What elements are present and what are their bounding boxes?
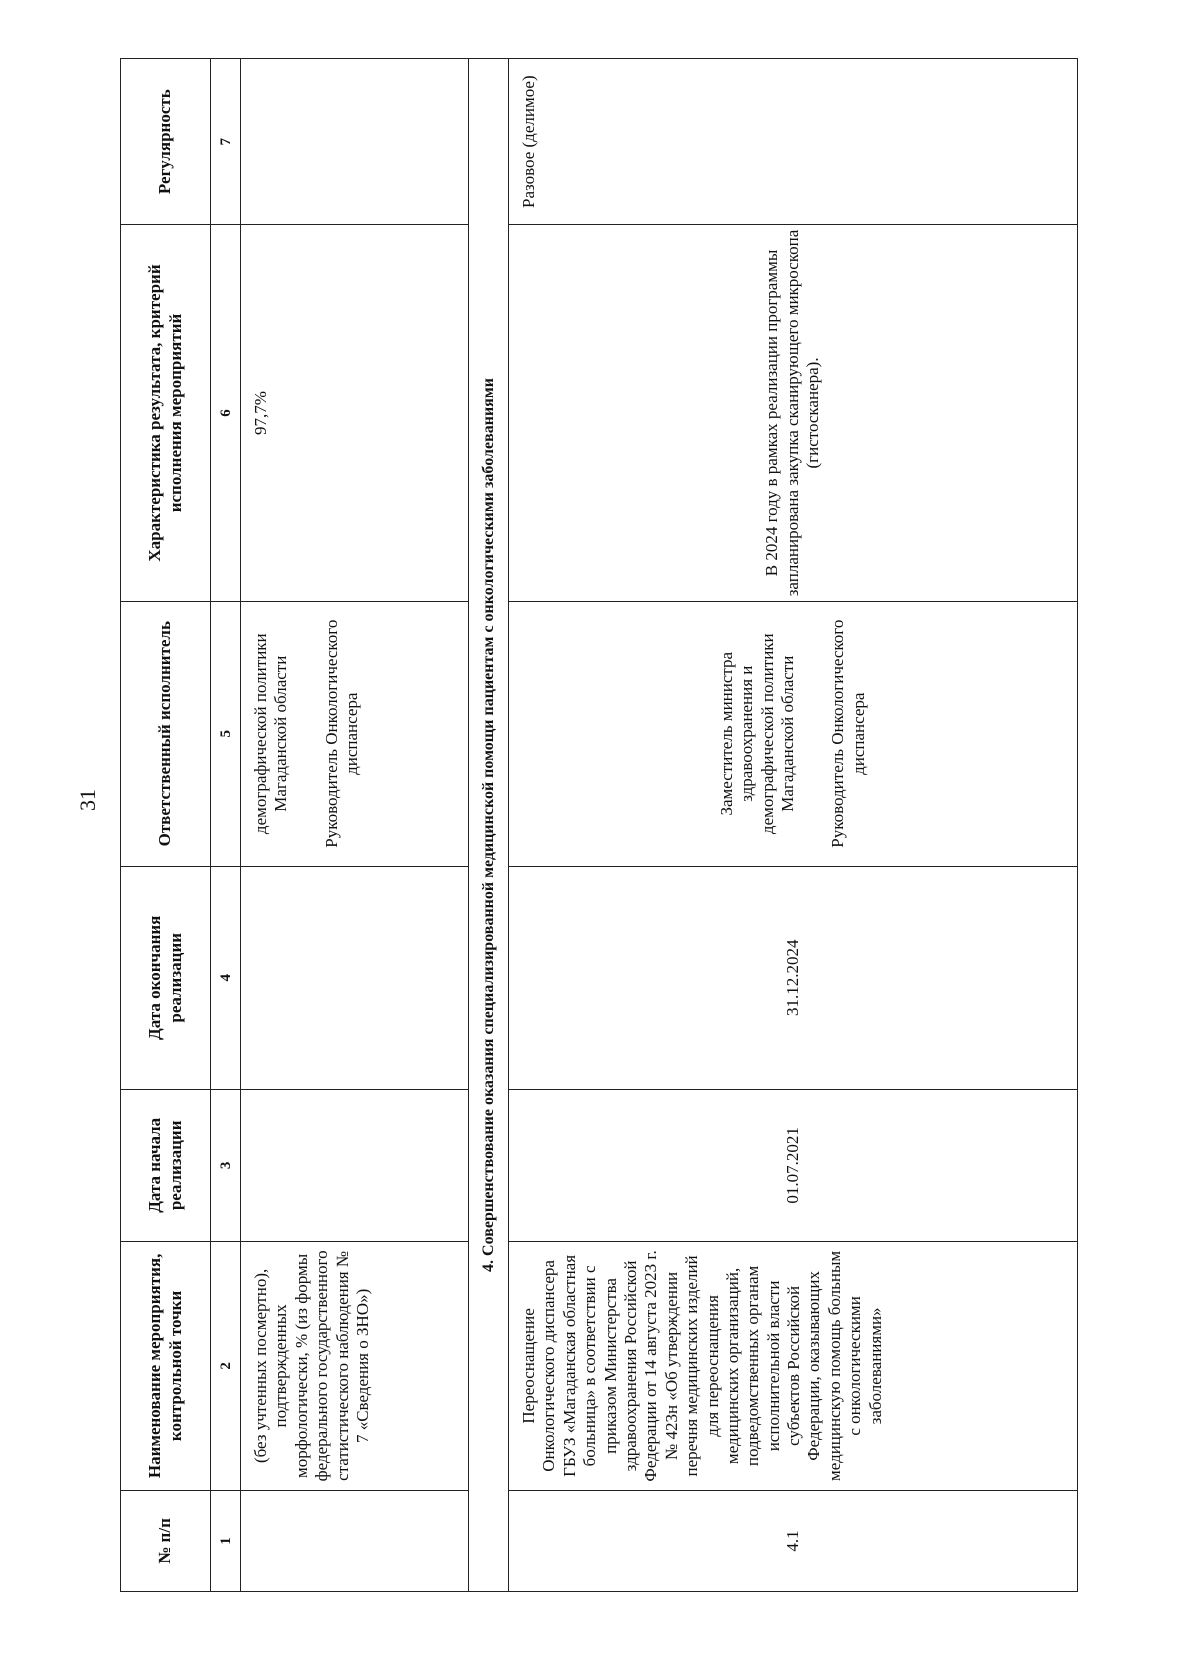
column-number: 2 (211, 1241, 241, 1490)
cell-regularity: Разовое (делимое) (509, 59, 1078, 225)
column-number: 4 (211, 866, 241, 1089)
cell-end (241, 866, 469, 1089)
section-title: 4. Совершенствование оказания специализированной медицинской помощи пациентам с онкологическими заболеваниями (469, 59, 509, 1592)
header-name: Наименование мероприятия, контрольной точки (121, 1241, 211, 1490)
cell-end: 31.12.2024 (509, 866, 1078, 1089)
header-regularity: Регулярность (121, 59, 211, 225)
cell-result: В 2024 году в рамках реализации программы запланирована закупка сканирующего микроскопа (гистосканера). (509, 225, 1078, 601)
page-number: 31 (75, 789, 100, 811)
cell-responsible (241, 601, 469, 866)
column-number: 5 (211, 601, 241, 866)
responsible-text: демографической политики Магаданской области (251, 633, 291, 835)
responsible-text: Заместитель министра здравоохранения и демографической политики Магаданской области (716, 633, 797, 835)
table-row (241, 59, 469, 1592)
cell-start (241, 1089, 469, 1241)
cell-num (241, 1490, 469, 1591)
cell-name: (без учтенных посмертно), подтвержденных морфологически, % (из формы федерального государственного статистического наблюдения № 7 «Сведения о ЗНО») (241, 1241, 469, 1490)
header-responsible: Ответственный исполнитель (121, 601, 211, 866)
cell-name: Переоснащение Онкологического диспансера ГБУЗ «Магаданская областная больница» в соответствии с приказом Министерства здравоохранения Российской Федерации от 14 августа 2023 г. № 423н «Об утверждении перечня медицинских изделий для переоснащения медицинских организаций, подведомственных органам исполнительной власти субъектов Российской Федерации, оказывающих медицинскую помощь больным с онкологическими заболеваниями» (509, 1241, 1078, 1490)
responsible-text: Руководитель Онкологического диспансера (828, 619, 868, 848)
column-number: 6 (211, 225, 241, 601)
table-row (509, 59, 1078, 1592)
column-number: 1 (211, 1490, 241, 1591)
header-num: № п/п (121, 1490, 211, 1591)
measures-table (120, 58, 1078, 1592)
header-result: Характеристика результата, критерий исполнения мероприятий (121, 225, 211, 601)
cell-num: 4.1 (509, 1490, 1078, 1591)
header-start: Дата начала реализации (121, 1089, 211, 1241)
section-row (469, 59, 509, 1592)
column-number: 3 (211, 1089, 241, 1241)
cell-start: 01.07.2021 (509, 1089, 1078, 1241)
column-number-row (211, 59, 241, 1592)
column-number: 7 (211, 59, 241, 225)
cell-regularity (241, 59, 469, 225)
header-end: Дата окончания реализации (121, 866, 211, 1089)
responsible-text: Руководитель Онкологического диспансера (321, 619, 362, 848)
cell-responsible (509, 601, 1078, 866)
rotated-table-wrapper (120, 58, 1077, 1592)
header-row (121, 59, 211, 1592)
cell-result: 97,7% (241, 225, 469, 601)
